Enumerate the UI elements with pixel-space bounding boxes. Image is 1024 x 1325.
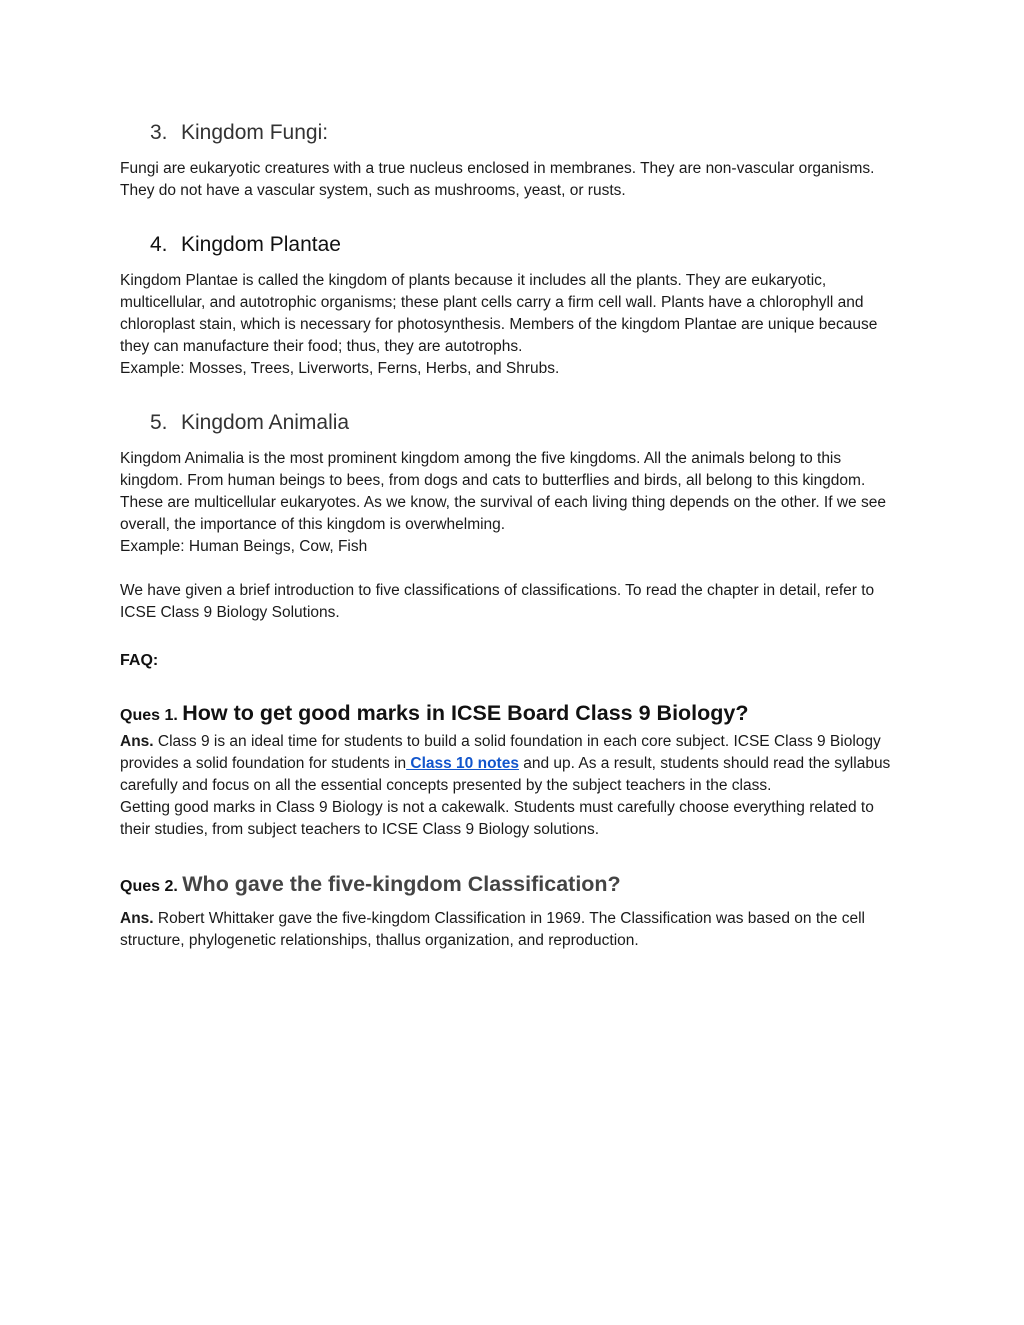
answer-paragraph-2: Getting good marks in Class 9 Biology is not a cakewalk. Students must carefully choose everything related to their studies, from subject teachers to ICSE Class 9 Biology solutions. bbox=[120, 799, 874, 838]
section-number: 5. bbox=[150, 411, 168, 434]
section-kingdom-plantae bbox=[120, 230, 904, 380]
answer-label: Ans. bbox=[120, 733, 154, 750]
section-text: Kingdom Animalia is the most prominent kingdom among the five kingdoms. All the animals belong to this kingdom. From human beings to bees, from dogs and cats to butterflies and birds, all belong to this kingdom. These are multicellular eukaryotes. As we know, the survival of each living thing depends on the other. If we see overall, the importance of this kingdom is overwhelming. bbox=[120, 450, 886, 533]
faq-title: FAQ: bbox=[120, 652, 159, 669]
answer-text-part1: Class 9 is an ideal time for students to build a solid foundation in each core subject. ICSE Class 9 Biology provides a solid foundation for students in bbox=[120, 733, 881, 772]
section-example: Example: Human Beings, Cow, Fish bbox=[120, 538, 368, 555]
faq-item-1 bbox=[120, 698, 904, 841]
intro-paragraph: We have given a brief introduction to five classifications of classifications. To read the chapter in detail, refer to ICSE Class 9 Biology Solutions. bbox=[120, 582, 875, 621]
answer-text-part2: and up. As a result, students should read the syllabus carefully and focus on all the essential concepts presented by the subject teachers in the class. bbox=[120, 755, 891, 794]
question bbox=[120, 869, 904, 902]
section-title: Kingdom Fungi: bbox=[181, 121, 329, 144]
faq-item-2 bbox=[120, 869, 904, 952]
section-heading bbox=[120, 230, 904, 260]
section-kingdom-fungi bbox=[120, 118, 904, 202]
section-example: Example: Mosses, Trees, Liverworts, Ferns, Herbs, and Shrubs. bbox=[120, 360, 560, 377]
section-heading bbox=[120, 118, 904, 148]
question-text: Who gave the five-kingdom Classification? bbox=[182, 872, 621, 896]
section-title: Kingdom Plantae bbox=[181, 233, 341, 256]
question-label: Ques 1. bbox=[120, 707, 178, 724]
answer-text: Robert Whittaker gave the five-kingdom Classification in 1969. The Classification was based on the cell structure, phylogenetic relationships, thallus organization, and reproduction. bbox=[120, 910, 865, 949]
section-number: 3. bbox=[150, 121, 168, 144]
answer bbox=[120, 908, 904, 952]
section-kingdom-animalia bbox=[120, 408, 904, 558]
section-number: 4. bbox=[150, 233, 168, 256]
question bbox=[120, 698, 904, 731]
section-heading bbox=[120, 408, 904, 438]
section-text: Kingdom Plantae is called the kingdom of plants because it includes all the plants. They are eukaryotic, multicellular, and autotrophic organisms; these plant cells carry a firm cell wall. Plants have a chlorophyll and chloroplast stain, which is necessary for photosynthesis. Members of the kingdom Plantae are unique because they can manufacture their food; thus, they are autotrophs. bbox=[120, 272, 878, 355]
class-10-notes-link[interactable]: Class 10 notes bbox=[406, 755, 519, 772]
question-label: Ques 2. bbox=[120, 878, 178, 895]
question-text: How to get good marks in ICSE Board Class 9 Biology? bbox=[182, 701, 749, 725]
section-title: Kingdom Animalia bbox=[181, 411, 350, 434]
answer-label: Ans. bbox=[120, 910, 154, 927]
section-text: Fungi are eukaryotic creatures with a true nucleus enclosed in membranes. They are non-vascular organisms. They do not have a vascular system, such as mushrooms, yeast, or rusts. bbox=[120, 160, 875, 199]
answer bbox=[120, 731, 904, 797]
